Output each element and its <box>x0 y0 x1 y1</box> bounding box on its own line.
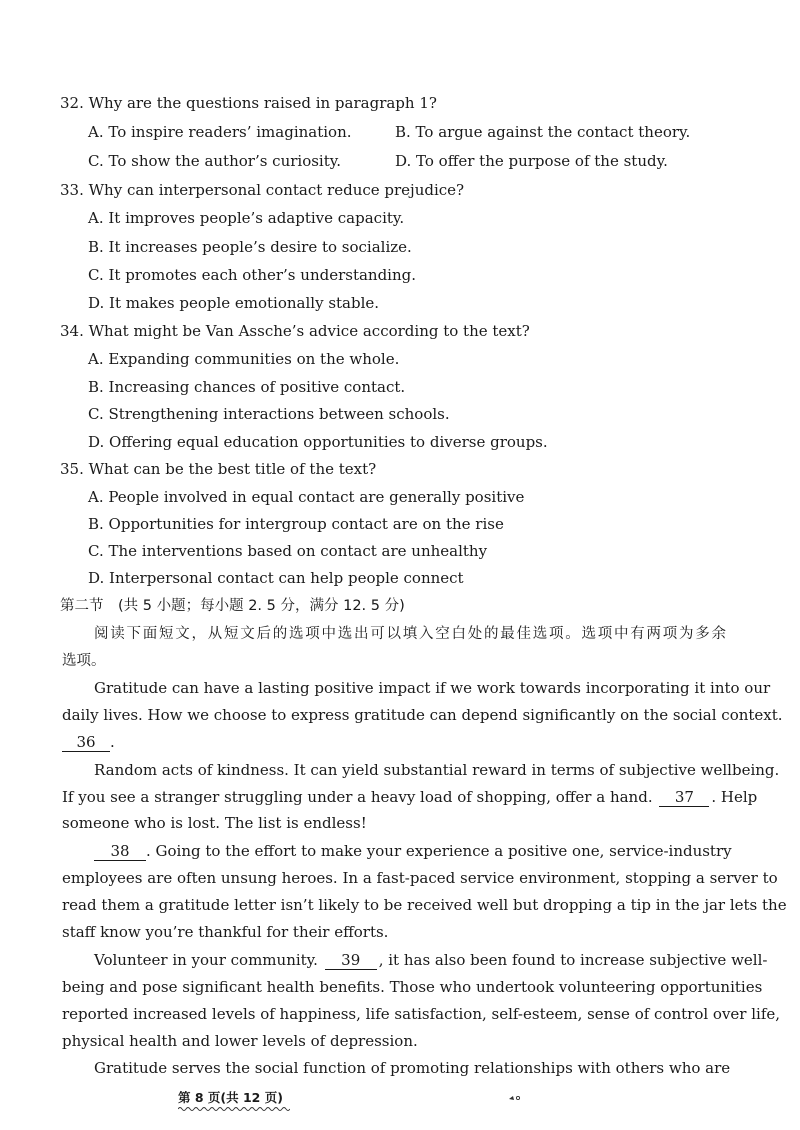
q34-option-c: C. Strengthening interactions between schools. <box>88 405 450 423</box>
passage-p3-line1-post: . Going to the effort to make your experience a positive one, service-industry <box>146 842 732 860</box>
passage-p4-line1-post: , it has also been found to increase subjective well- <box>378 951 768 969</box>
q32-option-b: B. To argue against the contact theory. <box>395 123 691 141</box>
q34-option-d: D. Offering equal education opportunities to diverse groups. <box>88 433 548 451</box>
q32-option-c: C. To show the author’s curiosity. <box>88 152 342 170</box>
passage-p1-line2: daily lives. How we choose to express gratitude can depend significantly on the social context. <box>62 706 783 724</box>
passage-p1-line3 <box>62 732 115 752</box>
passage-p3-line2: employees are often unsung heroes. In a fast-paced service environment, stopping a server to <box>62 869 778 887</box>
passage-p2-line1: Random acts of kindness. It can yield substantial reward in terms of subjective wellbeing. <box>94 761 780 779</box>
passage-p2-line3: someone who is lost. The list is endless! <box>62 814 367 832</box>
passage-p4-line2: being and pose significant health benefits. Those who undertook volunteering opportunities <box>62 978 763 996</box>
q33-option-b: B. It increases people’s desire to socialize. <box>88 238 412 256</box>
passage-p4-line1 <box>94 950 767 970</box>
q34-stem: 34. What might be Van Assche’s advice according to the text? <box>60 322 530 340</box>
q35-stem: 35. What can be the best title of the text? <box>60 460 377 478</box>
passage-p1-line1: Gratitude can have a lasting positive impact if we work towards incorporating it into our <box>94 679 771 697</box>
q32-option-d: D. To offer the purpose of the study. <box>395 152 668 170</box>
q32-option-a: A. To inspire readers’ imagination. <box>88 123 352 141</box>
page-number: 第 8 页(共 12 页) <box>178 1090 283 1105</box>
passage-p2-line2-pre: If you see a stranger struggling under a heavy load of shopping, offer a hand. <box>62 788 653 806</box>
q35-option-d: D. Interpersonal contact can help people connect <box>88 569 464 587</box>
passage-p3-line1 <box>94 841 732 861</box>
q33-stem: 33. Why can interpersonal contact reduce prejudice? <box>60 181 465 199</box>
passage-p2-line2-post: . Help <box>711 788 758 806</box>
q35-option-a: A. People involved in equal contact are generally positive <box>88 488 525 506</box>
blank-37: 37 <box>659 788 709 807</box>
passage-p3-line3: read them a gratitude letter isn’t likely to be received well but dropping a tip in the jar lets the <box>62 896 787 914</box>
q33-option-d: D. It makes people emotionally stable. <box>88 294 380 312</box>
section-instruction-line2: 选项。 <box>62 653 106 669</box>
section-instruction-line1: 阅读下面短文，从短文后的选项中选出可以填入空白处的最佳选项。选项中有两项为多余 <box>94 626 726 642</box>
q35-option-b: B. Opportunities for intergroup contact are on the rise <box>88 515 504 533</box>
passage-p4-line1-pre: Volunteer in your community. <box>94 951 318 969</box>
blank-36: 36 <box>62 733 110 752</box>
q33-option-a: A. It improves people’s adaptive capacity. <box>88 209 405 227</box>
section-heading: 第二节 (共 5 小题；每小题 2. 5 分，满分 12. 5 分) <box>60 598 405 614</box>
q34-option-b: B. Increasing chances of positive contact. <box>88 378 406 396</box>
passage-p3-line4: staff know you’re thankful for their efforts. <box>62 923 389 941</box>
q32-stem: 32. Why are the questions raised in paragraph 1? <box>60 94 437 112</box>
passage-p5-line1: Gratitude serves the social function of promoting relationships with others who are <box>94 1059 731 1077</box>
passage-p2-line2 <box>62 787 757 807</box>
q35-option-c: C. The interventions based on contact are unhealthy <box>88 542 488 560</box>
passage-p4-line4: physical health and lower levels of depression. <box>62 1032 418 1050</box>
blank-39: 39 <box>325 951 377 970</box>
q34-option-a: A. Expanding communities on the whole. <box>88 350 400 368</box>
passage-p1-end: . <box>110 733 115 751</box>
wavy-underline <box>178 1106 290 1112</box>
q33-option-c: C. It promotes each other’s understanding. <box>88 266 417 284</box>
passage-p4-line3: reported increased levels of happiness, life satisfaction, self-esteem, sense of control over life, <box>62 1005 781 1023</box>
blank-38: 38 <box>94 842 146 861</box>
printer-mark <box>508 1094 522 1102</box>
